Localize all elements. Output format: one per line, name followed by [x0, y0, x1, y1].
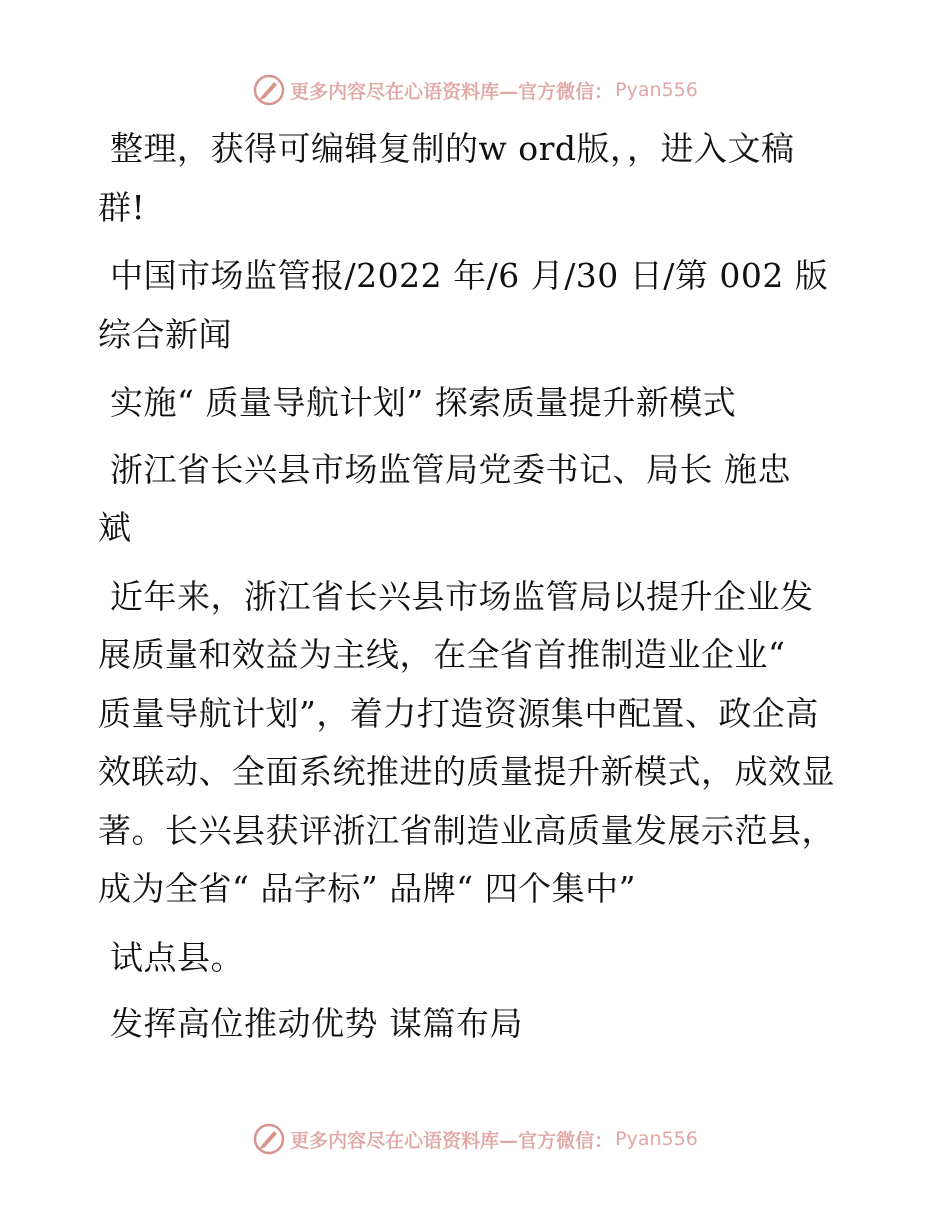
banner-text: 更多内容尽在心语资料库—官方微信： [290, 1129, 614, 1152]
quill-seal-icon [252, 73, 286, 107]
section-heading [98, 995, 858, 1054]
paragraph-source [98, 247, 858, 364]
paragraph-body [98, 568, 858, 919]
text-line: 综合新闻 [98, 314, 232, 354]
text-line: 群! [98, 187, 146, 227]
footer-banner [0, 1119, 950, 1159]
text-line: 成为全省“ 品字标” 品牌“ 四个集中” [98, 869, 636, 908]
quill-seal-icon [252, 1122, 286, 1156]
paragraph-intro [98, 120, 858, 237]
text-line: 浙江省长兴县市场监管局党委书记、局长 施忠 [110, 449, 791, 489]
banner-wechat-id: Pyan556 [615, 1128, 698, 1150]
text-line: 著。长兴县获评浙江省制造业高质量发展示范县， [98, 810, 835, 850]
text-line: 实施“ 质量导航计划” 探索质量提升新模式 [110, 383, 737, 422]
text-line: 发挥高位推动优势 谋篇布局 [110, 1004, 523, 1043]
article-title [98, 374, 858, 433]
paragraph-continuation [98, 929, 858, 988]
banner-wechat-id: Pyan556 [615, 79, 698, 101]
text-line: 质量导航计划”，着力打造资源集中配置、政企高 [98, 693, 819, 733]
text-line: 斌 [98, 508, 132, 547]
text-line: 展质量和效益为主线，在全省首推制造业企业“ [98, 635, 786, 674]
header-banner [0, 70, 950, 110]
article-author [98, 441, 858, 558]
text-line: 效联动、全面系统推进的质量提升新模式，成效显 [98, 752, 835, 791]
banner-text: 更多内容尽在心语资料库—官方微信： [290, 80, 614, 103]
text-line: 试点县。 [110, 937, 244, 977]
text-line: 中国市场监管报/2022 年/6 月/30 日/第 002 版 [110, 256, 829, 295]
text-line: 近年来，浙江省长兴县市场监管局以提升企业发 [110, 576, 814, 616]
text-line: 整理，获得可编辑复制的w ord版，，进入文稿 [110, 129, 795, 168]
document-body [98, 120, 858, 1062]
